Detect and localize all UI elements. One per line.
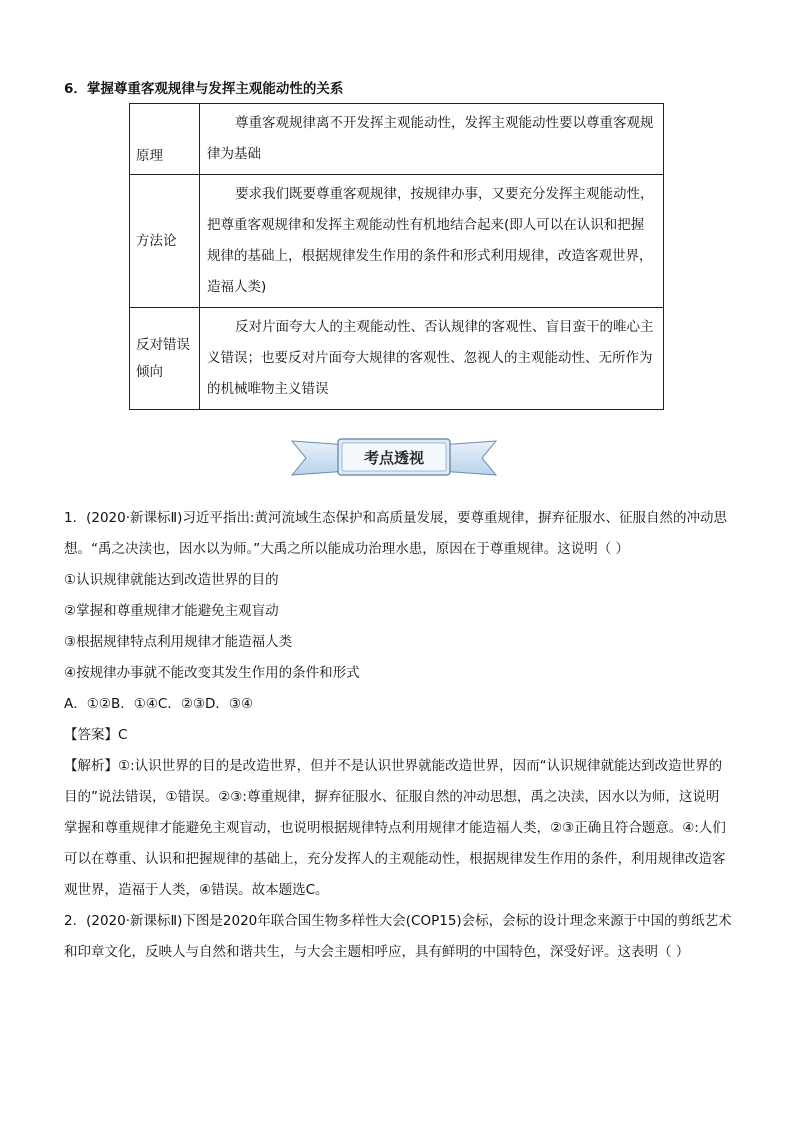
banner-text: 考点透视 [363, 449, 425, 467]
q1-stem: 1．(2020·新课标Ⅱ)习近平指出:黄河流域生态保护和高质量发展，要尊重规律，摒弃征服水、征服自然的冲动思想。“禹之决渎也，因水以为师。”大禹之所以能成功治理水患，原因在于尊重规律。这说明（ ） [64, 510, 727, 557]
row-text: 反对片面夸大人的主观能动性、否认规律的客观性、盲目蛮干的唯心主义错误；也要反对片面夸大规律的客观性、忽视人的主观能动性、无所作为的机械唯物主义错误 [200, 308, 664, 410]
q1-option-3: ③根据规律特点利用规律才能造福人类 [64, 634, 293, 650]
row-text: 要求我们既要尊重客观规律，按规律办事，又要充分发挥主观能动性，把尊重客观规律和发挥主观能动性有机地结合起来(即人可以在认识和把握规律的基础上，根据规律发生作用的条件和形式利用规律，改造客观世界，造福人类) [200, 175, 664, 308]
row-label: 反对错误倾向 [130, 308, 200, 410]
section-banner [288, 433, 500, 481]
answer-label: 【答案】 [64, 727, 118, 743]
relationship-table [129, 103, 664, 410]
q1-option-4: ④按规律办事就不能改变其发生作用的条件和形式 [64, 665, 360, 681]
row-text: 尊重客观规律离不开发挥主观能动性，发挥主观能动性要以尊重客观规律为基础 [200, 104, 664, 175]
q1-analysis [64, 751, 732, 906]
analysis-label: 【解析】 [64, 758, 118, 774]
row-label: 方法论 [130, 175, 200, 308]
q1-option-2: ②掌握和尊重规律才能避免主观盲动 [64, 603, 279, 619]
q1-option-1: ①认识规律就能达到改造世界的目的 [64, 572, 279, 588]
row-label: 原理 [130, 104, 200, 175]
q1-choices: A．①②B．①④C．②③D．③④ [64, 696, 254, 712]
q1-answer [64, 720, 732, 751]
table-row [130, 308, 664, 410]
questions-area [64, 503, 732, 968]
section-title: 6．掌握尊重客观规律与发挥主观能动性的关系 [64, 81, 344, 97]
answer-value: C [118, 727, 128, 743]
analysis-text: ①:认识世界的目的是改造世界，但并不是认识世界就能改造世界，因而“认识规律就能达到改造世界的目的”说法错误，①错误。②③:尊重规律，摒弃征服水、征服自然的冲动思想，禹之决渎，因水以为师，这说明掌握和尊重规律才能避免主观盲动，也说明根据规律特点利用规律才能造福人类，②③正确且符合题意。④:人们可以在尊重、认识和把握规律的基础上，充分发挥人的主观能动性，根据规律发生作用的条件，利用规律改造客观世界，造福于人类，④错误。故本题选C。 [64, 758, 726, 898]
table-row [130, 175, 664, 308]
q2-stem: 2．(2020·新课标Ⅱ)下图是2020年联合国生物多样性大会(COP15)会标，会标的设计理念来源于中国的剪纸艺术和印章文化，反映人与自然和谐共生，与大会主题相呼应，具有鲜明的中国特色，深受好评。这表明（ ） [64, 913, 732, 960]
table-row [130, 104, 664, 175]
